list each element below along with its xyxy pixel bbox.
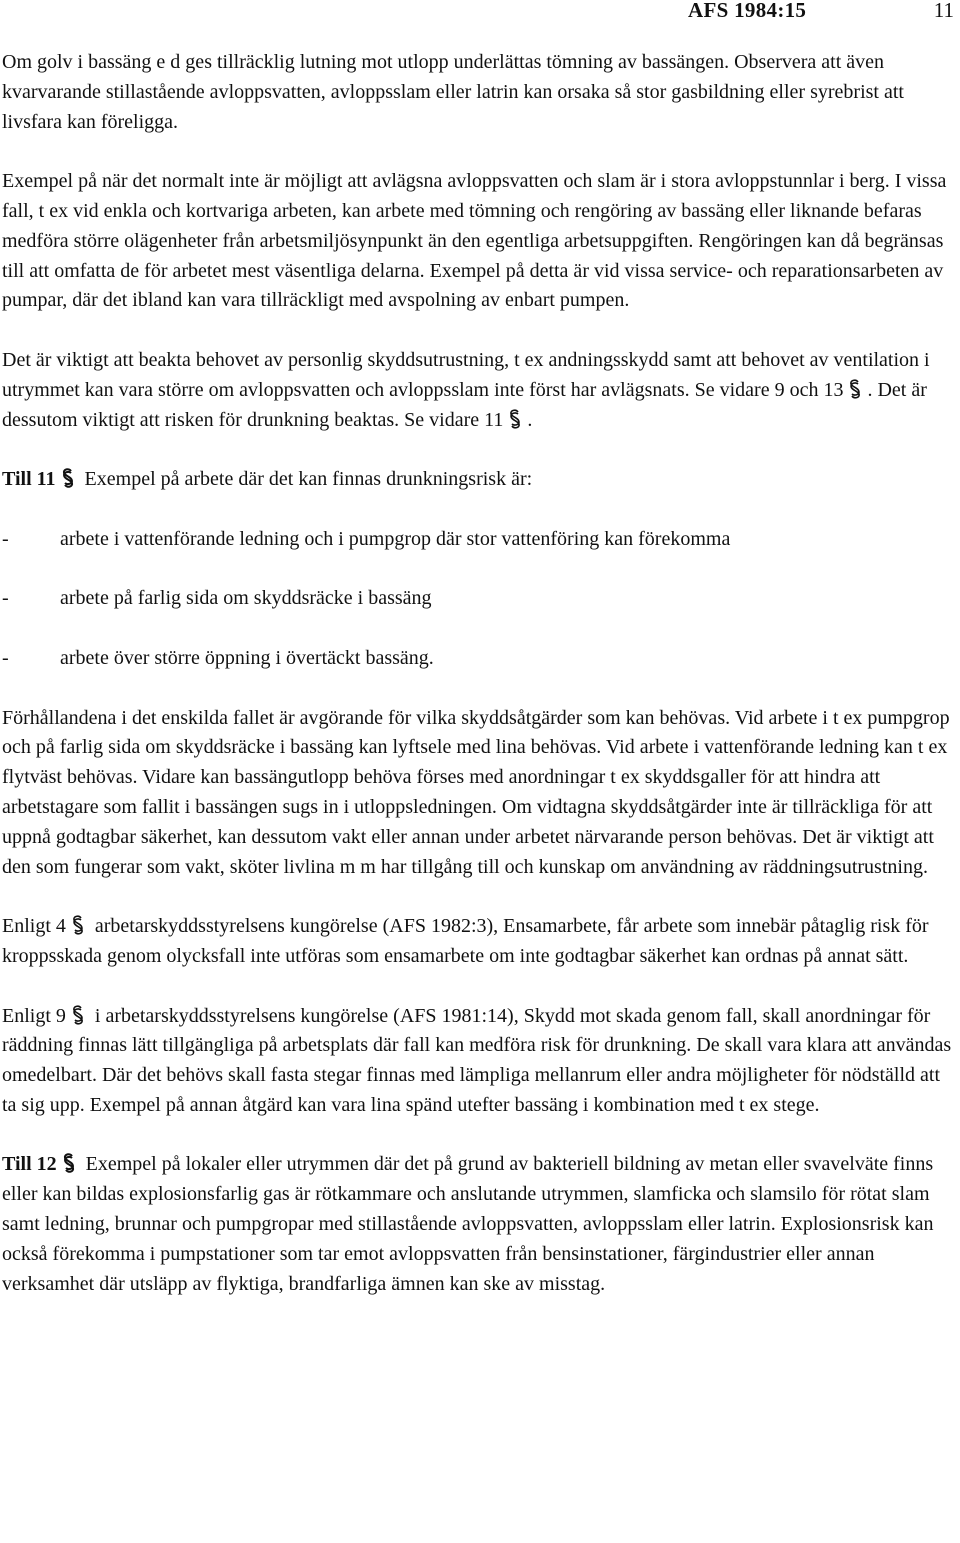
paragraph-text: arbetarskyddsstyrelsens kungörelse (AFS 1982:3), Ensamarbete, får arbete som innebär påtaglig risk för kroppsskada genom olycksfall inte utföras som ensamarbete om inte godtagbar säkerhet kan ordnas på annat sätt.: [2, 915, 929, 967]
section-sign-icon: [506, 408, 524, 430]
paragraph-floor-slope: Om golv i bassäng e d ges tillräcklig lutning mot utlopp underlättas tömning av bassängen. Observera att även kvarvarande stillastående avloppsvatten, avloppsslam eller latrin kan orsaka så stor gasbildning eller syrebrist att livsfara kan föreligga.: [2, 51, 904, 133]
section-sign-icon: [60, 1152, 78, 1174]
paragraph-text: i arbetarskyddsstyrelsens kungörelse (AFS 1981:14), Skydd mot skada genom fall, skall anordningar för räddning finnas lätt tillgängliga på arbetsplats där fall kan medföra risk för drunkning. De skall vara klara att användas omedelbart. Där det behövs skall fasta stegar finnas med lämpliga mellanrum eller andra möjligheter för nödställd att ta sig upp. Exempel på annan åtgärd kan vara lina spänd utefter bassäng i kombination med t ex stege.: [2, 1004, 952, 1116]
list-item: [2, 584, 958, 614]
drowning-risk-list: [2, 525, 958, 674]
paragraph-protective-equipment: [2, 346, 958, 435]
paragraph-text: Enligt 4: [2, 915, 66, 938]
list-dash: -: [2, 646, 9, 669]
list-item-text: arbete över större öppning i övertäckt bassäng.: [60, 646, 434, 669]
list-item-text: arbete på farlig sida om skyddsräcke i bassäng: [60, 587, 432, 610]
document-id: AFS 1984:15: [688, 0, 807, 22]
paragraph-text: .: [527, 408, 533, 431]
paragraph-fall-protection: [2, 1002, 958, 1121]
section-label: Till 11: [2, 468, 56, 491]
section-label: Till 12: [2, 1153, 57, 1176]
section-till-12: [2, 1150, 958, 1299]
list-dash: -: [2, 527, 9, 550]
paragraph-lone-work: [2, 912, 958, 972]
section-sign-icon: [69, 914, 87, 936]
paragraph-text: Enligt 9: [2, 1004, 66, 1027]
section-text: Exempel på arbete där det kan finnas drunkningsrisk är:: [79, 468, 533, 491]
page-header: [0, 0, 960, 24]
paragraph-safety-measures: Förhållandena i det enskilda fallet är avgörande för vilka skyddsåtgärder som kan behövas. Vid arbete i t ex pumpgrop och på farlig sida om skyddsräcke i bassäng kan lyftsele med lina behövas. Vid arbete i vattenförande ledning kan t ex flytväst behövas. Vidare kan bassängutlopp behöva förses med anordningar t ex skyddsgaller för att hindra att arbetstagare som fallit i bassängen sugs in i utloppsledningen. Om vidtagna skyddsåtgärder inte är tillräckliga för att uppnå godtagbar säkerhet, kan dessutom vakt eller annan under arbetet närvarande person behövas. Det är viktigt att den som fungerar som vakt, sköter livlina m m har tillgång till och kunskap om användning av räddningsutrustning.: [2, 706, 950, 878]
list-dash: -: [2, 587, 9, 610]
section-sign-icon: [69, 1004, 87, 1026]
list-item: [2, 644, 958, 674]
list-item-text: arbete i vattenförande ledning och i pumpgrop där stor vattenföring kan förekomma: [60, 527, 731, 550]
document-body: [2, 48, 958, 1329]
section-sign-icon: [59, 467, 77, 489]
section-sign-icon: [846, 378, 864, 400]
list-item: [2, 525, 958, 555]
page-number: 11: [933, 0, 954, 22]
paragraph-tunnel-example: Exempel på när det normalt inte är möjligt att avlägsna avloppsvatten och slam är i stora avloppstunnlar i berg. I vissa fall, t ex vid enkla och kortvariga arbeten, kan arbete med tömning och rengöring av bassäng eller liknande befaras medföra större olägenheter från arbetsmiljösynpunkt än den egentliga arbetsuppgiften. Rengöringen kan då begränsas till att omfatta de för arbetet mest väsentliga delarna. Exempel på detta är vid vissa service- och reparationsarbeten av pumpar, där det ibland kan vara tillräckligt med avspolning av enbart pumpen.: [2, 170, 947, 312]
section-till-11: [2, 465, 958, 495]
paragraph-text: Det är viktigt att beakta behovet av personlig skyddsutrustning, t ex andningsskydd samt att behovet av ventilation i utrymmet kan vara större om avloppsvatten och avloppsslam inte först har avlägsnats. Se vidare 9 och 13: [2, 348, 930, 401]
paragraph-text: . Det är dessutom viktigt att risken för drunkning beaktas. Se vidare 11: [2, 378, 927, 431]
section-text: Exempel på lokaler eller utrymmen där det på grund av bakteriell bildning av metan eller svavelväte finns eller kan bildas explosionsfarlig gas är rötkammare och anslutande utrymmen, slamficka och slamsilo för rötat slam samt ledning, brunnar och pumpgropar med stillastående avloppsvatten, avloppsslam eller latrin. Explosionsrisk kan också förekomma i pumpstationer som tar emot avloppsvatten från bensinstationer, färgindustrier eller annan verksamhet där utsläpp av flyktiga, brandfarliga ämnen kan ske av misstag.: [2, 1153, 934, 1295]
